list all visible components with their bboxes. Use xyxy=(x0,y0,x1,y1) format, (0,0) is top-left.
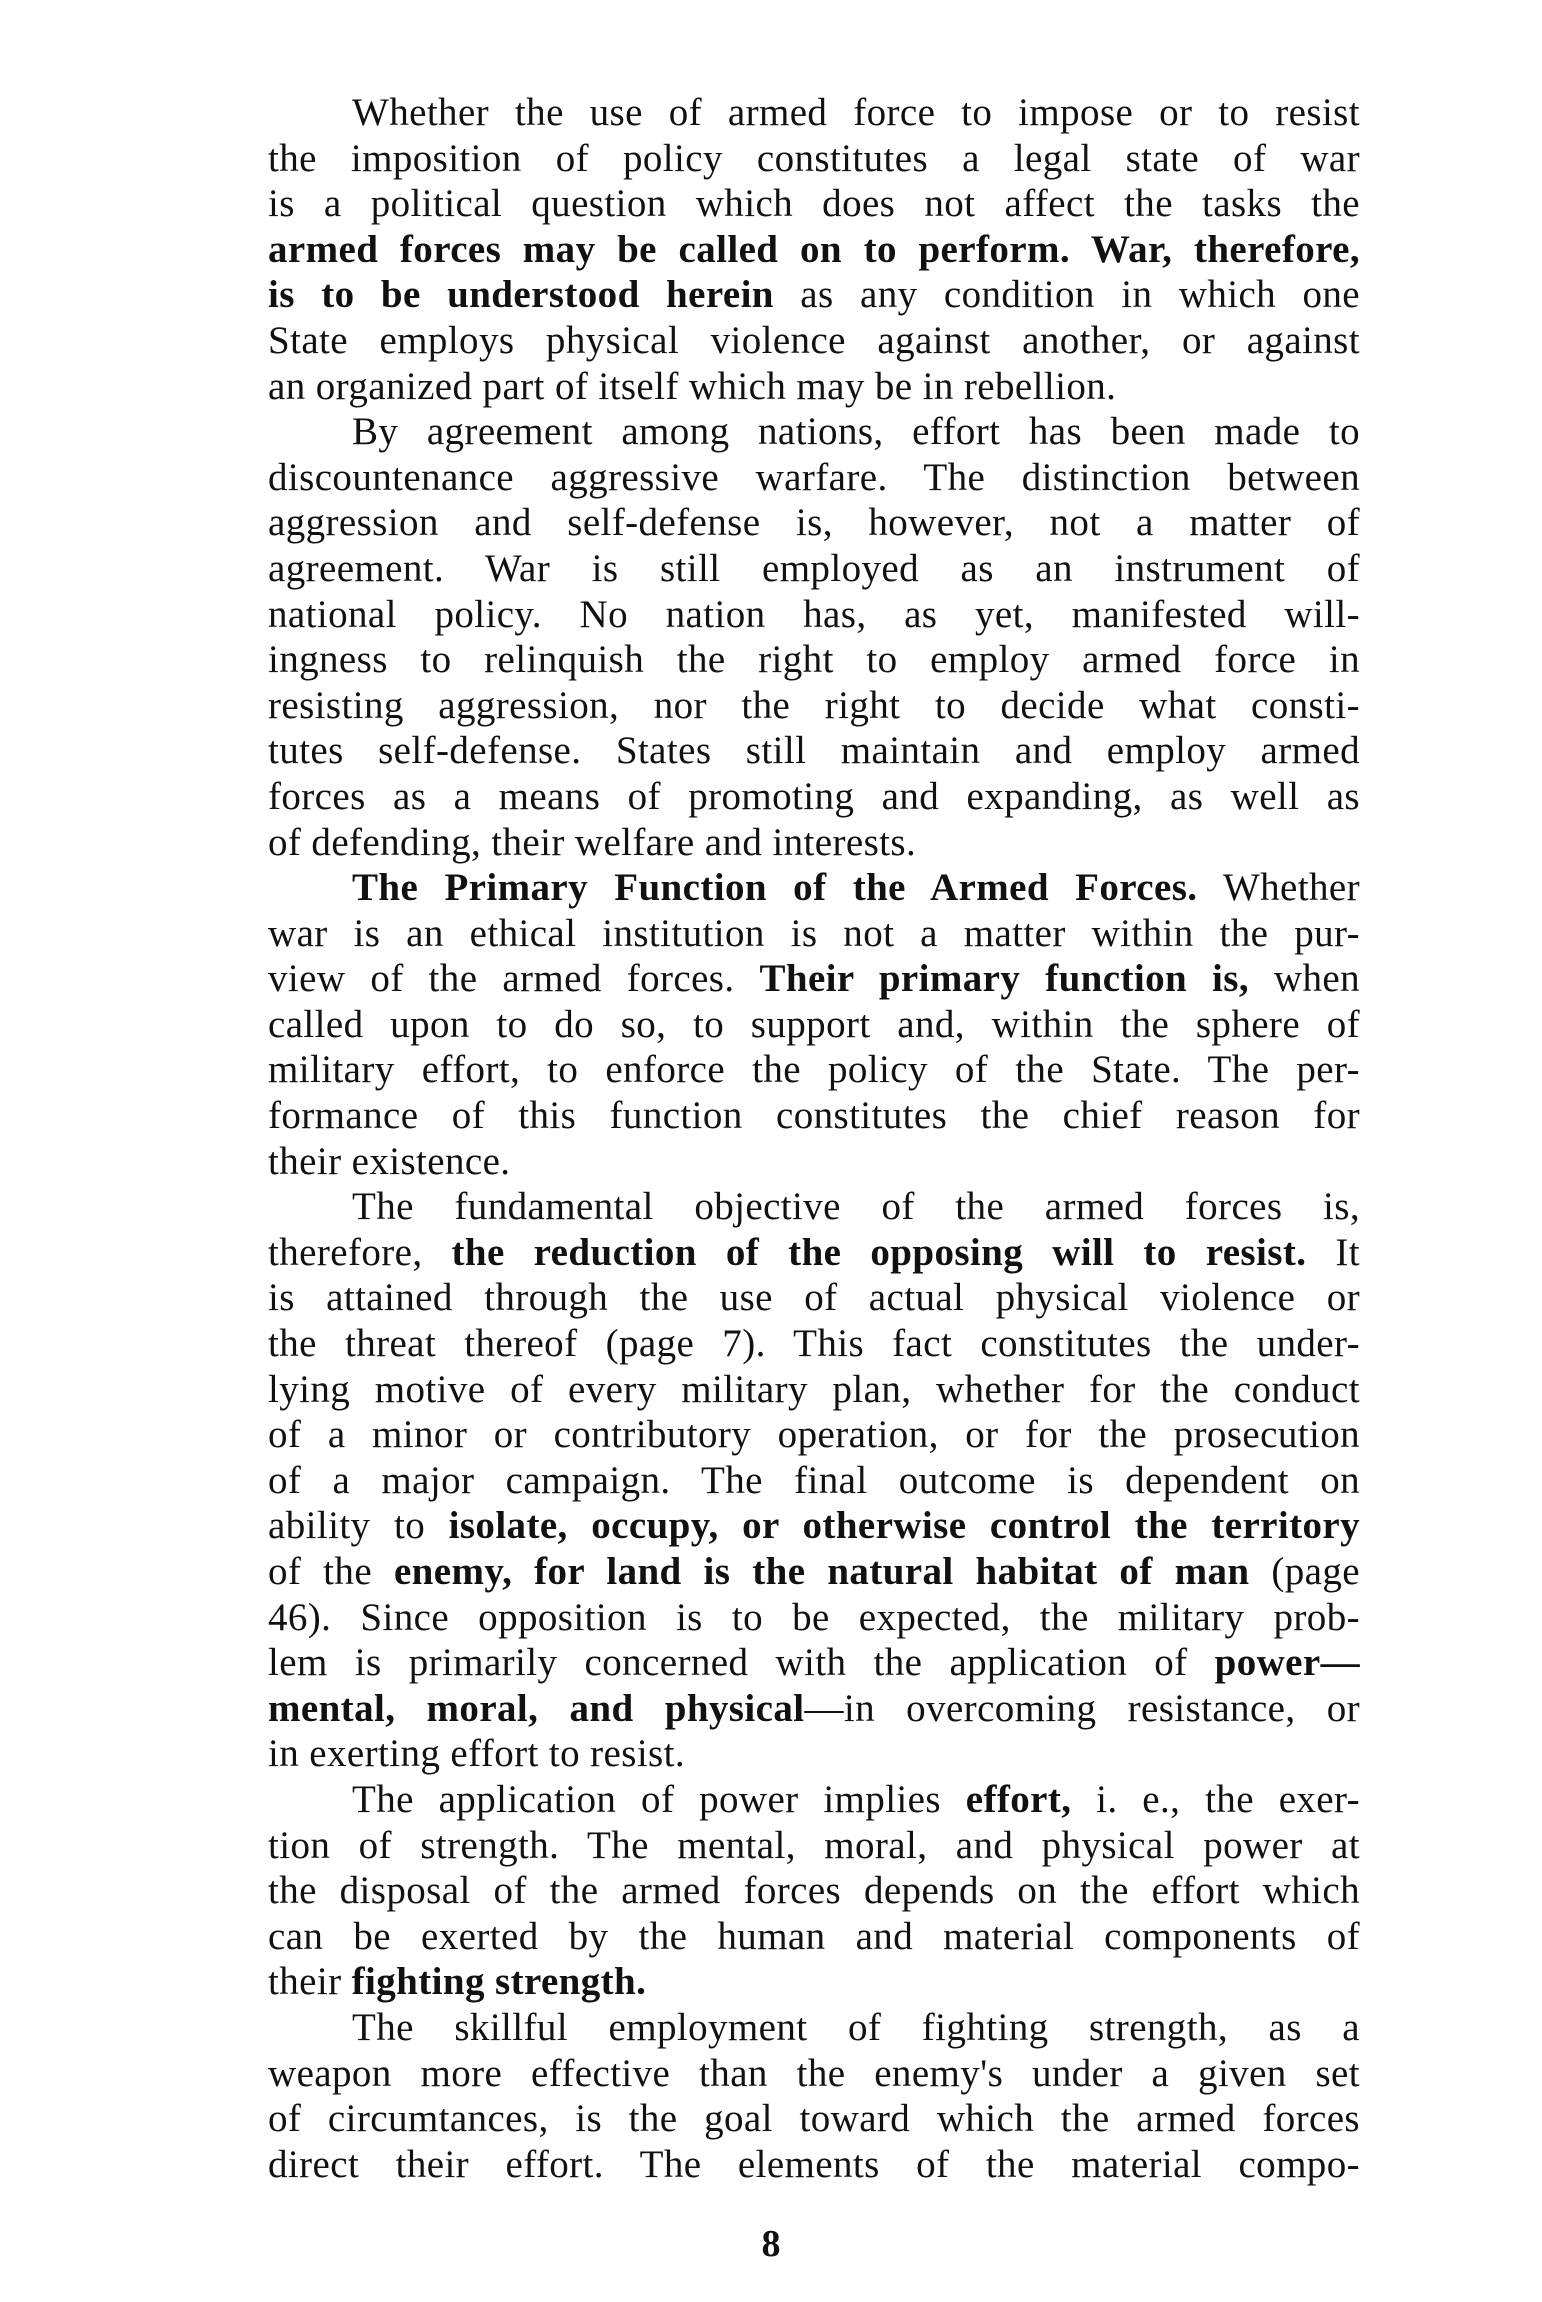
text-run: in exerting effort to resist. xyxy=(268,1732,686,1776)
text-run: agreement. War is still employed as an instrument of xyxy=(268,546,1360,590)
text-line xyxy=(268,1184,1360,1230)
text-line xyxy=(268,364,1360,410)
text-run: Whether the use of armed force to impose or to resist xyxy=(352,91,1360,134)
text-run: ingness to relinquish the right to employ armed force in xyxy=(268,638,1360,682)
text-line xyxy=(268,1002,1360,1048)
text-run: is a political question which does not affect the tasks the xyxy=(268,182,1360,226)
text-run: ability to xyxy=(268,1504,449,1548)
text-run: called upon to do so, to support and, within the sphere of xyxy=(268,1002,1360,1046)
text-run: of a major campaign. The final outcome is dependent on xyxy=(268,1458,1360,1502)
text-run: forces as a means of promoting and expanding, as well as xyxy=(268,774,1360,818)
text-line xyxy=(268,1959,1360,2005)
text-line xyxy=(268,1549,1360,1595)
text-line xyxy=(268,1868,1360,1914)
text-run: By agreement among nations, effort has been made to xyxy=(352,410,1360,454)
text-line xyxy=(268,1093,1360,1139)
body-text xyxy=(268,90,1360,2187)
text-line xyxy=(268,683,1360,729)
text-line xyxy=(268,1595,1360,1641)
text-run: Whether xyxy=(1197,866,1360,910)
bold-text: power— xyxy=(1214,1641,1360,1685)
text-run: military effort, to enforce the policy of the State. The per- xyxy=(268,1048,1360,1092)
text-run: lying motive of every military plan, whether for the conduct xyxy=(268,1367,1360,1411)
text-line xyxy=(268,2005,1360,2051)
text-run: resisting aggression, nor the right to decide what consti- xyxy=(268,683,1360,727)
text-line xyxy=(268,911,1360,957)
text-run: discountenance aggressive warfare. The distinction between xyxy=(268,455,1360,499)
text-run: the disposal of the armed forces depends on the effort which xyxy=(268,1869,1360,1913)
bold-text: the reduction of the opposing will to resist. xyxy=(451,1230,1307,1274)
text-line xyxy=(268,2096,1360,2142)
text-line xyxy=(268,1458,1360,1504)
text-line xyxy=(268,409,1360,455)
text-line xyxy=(268,1047,1360,1093)
text-run: when xyxy=(1248,957,1360,1001)
text-run: can be exerted by the human and material components of xyxy=(268,1914,1360,1958)
text-run: formance of this function constitutes the chief reason for xyxy=(268,1094,1360,1138)
text-line xyxy=(268,2142,1360,2188)
text-line xyxy=(268,956,1360,1002)
text-run xyxy=(512,1550,534,1593)
text-line xyxy=(268,1412,1360,1458)
text-run: i. e., the exer- xyxy=(1071,1777,1361,1821)
text-run: national policy. No nation has, as yet, manifested will- xyxy=(268,592,1360,636)
text-line xyxy=(268,1686,1360,1732)
text-run: is attained through the use of actual physical violence or xyxy=(268,1276,1360,1320)
text-line xyxy=(268,1367,1360,1413)
text-line xyxy=(268,1823,1360,1869)
text-run: of circumtances, is the goal toward which the armed forces xyxy=(268,2097,1360,2141)
text-line xyxy=(268,181,1360,227)
text-run: of a minor or contributory operation, or for the prosecution xyxy=(268,1413,1360,1457)
text-run: view of the armed forces. xyxy=(268,957,760,1001)
text-run: therefore, xyxy=(268,1230,452,1274)
text-run: of the xyxy=(268,1550,394,1593)
text-line xyxy=(268,500,1360,546)
text-run: the threat thereof (page 7). This fact constitutes the under- xyxy=(268,1322,1360,1366)
text-run: The application of power implies xyxy=(352,1777,966,1821)
text-line xyxy=(268,728,1360,774)
bold-text: enemy, xyxy=(393,1550,513,1593)
bold-text: armed forces may be called on to perform. War, therefore, xyxy=(268,227,1360,271)
text-run: (page xyxy=(1249,1550,1361,1593)
text-run: war is an ethical institution is not a matter within the pur- xyxy=(268,911,1360,955)
text-line xyxy=(268,1230,1360,1276)
text-line xyxy=(268,592,1360,638)
text-line xyxy=(268,1640,1360,1686)
text-line xyxy=(268,455,1360,501)
text-line xyxy=(268,136,1360,182)
bold-text: effort, xyxy=(965,1777,1072,1821)
text-line xyxy=(268,227,1360,273)
text-line xyxy=(268,90,1360,136)
text-line xyxy=(268,318,1360,364)
bold-text: Their primary function is, xyxy=(759,957,1249,1001)
text-line xyxy=(268,1914,1360,1960)
text-line xyxy=(268,1321,1360,1367)
bold-text: The Primary Function of the Armed Forces. xyxy=(352,866,1198,910)
text-line xyxy=(268,1275,1360,1321)
text-run: weapon more effective than the enemy's under a given set xyxy=(268,2051,1360,2095)
page-number: 8 xyxy=(761,2223,781,2265)
text-run: The fundamental objective of the armed forces is, xyxy=(352,1185,1360,1229)
text-run: —in overcoming resistance, or xyxy=(804,1686,1360,1730)
text-run: an organized part of itself which may be in rebellion. xyxy=(268,364,1117,408)
text-run: State employs physical violence against another, or against xyxy=(268,318,1360,362)
text-run: 46). Since opposition is to be expected, the military prob- xyxy=(268,1595,1360,1639)
text-run: The skillful employment of fighting strength, as a xyxy=(352,2005,1360,2049)
bold-text: is to be understood herein xyxy=(268,273,774,317)
text-line xyxy=(268,2051,1360,2097)
text-run: tion of strength. The mental, moral, and physical power at xyxy=(268,1823,1360,1867)
text-run: as any condition in which one xyxy=(773,273,1360,317)
text-run: their existence. xyxy=(268,1139,511,1183)
text-run: tutes self-defense. States still maintain and employ armed xyxy=(268,729,1360,773)
text-line xyxy=(268,1777,1360,1823)
text-line xyxy=(268,820,1360,866)
text-line xyxy=(268,637,1360,683)
text-run: direct their effort. The elements of the material compo- xyxy=(268,2142,1360,2186)
bold-text: for land is the natural habitat of man xyxy=(534,1550,1250,1593)
text-line xyxy=(268,272,1360,318)
text-line xyxy=(268,1731,1360,1777)
text-run: It xyxy=(1306,1230,1360,1274)
text-run: their xyxy=(268,1960,352,2004)
text-run: aggression and self-defense is, however, not a matter of xyxy=(268,501,1360,545)
text-line xyxy=(268,865,1360,911)
text-run: the imposition of policy constitutes a legal state of war xyxy=(268,136,1360,180)
text-line xyxy=(268,774,1360,820)
text-line xyxy=(268,1503,1360,1549)
text-line xyxy=(268,1139,1360,1185)
text-run: lem is primarily concerned with the application of xyxy=(268,1641,1215,1685)
bold-text: mental, moral, and physical xyxy=(268,1686,805,1730)
bold-text: fighting strength. xyxy=(351,1960,647,2004)
bold-text: isolate, occupy, or otherwise control the territory xyxy=(448,1504,1361,1548)
text-run: of defending, their welfare and interests. xyxy=(268,820,917,864)
text-line xyxy=(268,546,1360,592)
